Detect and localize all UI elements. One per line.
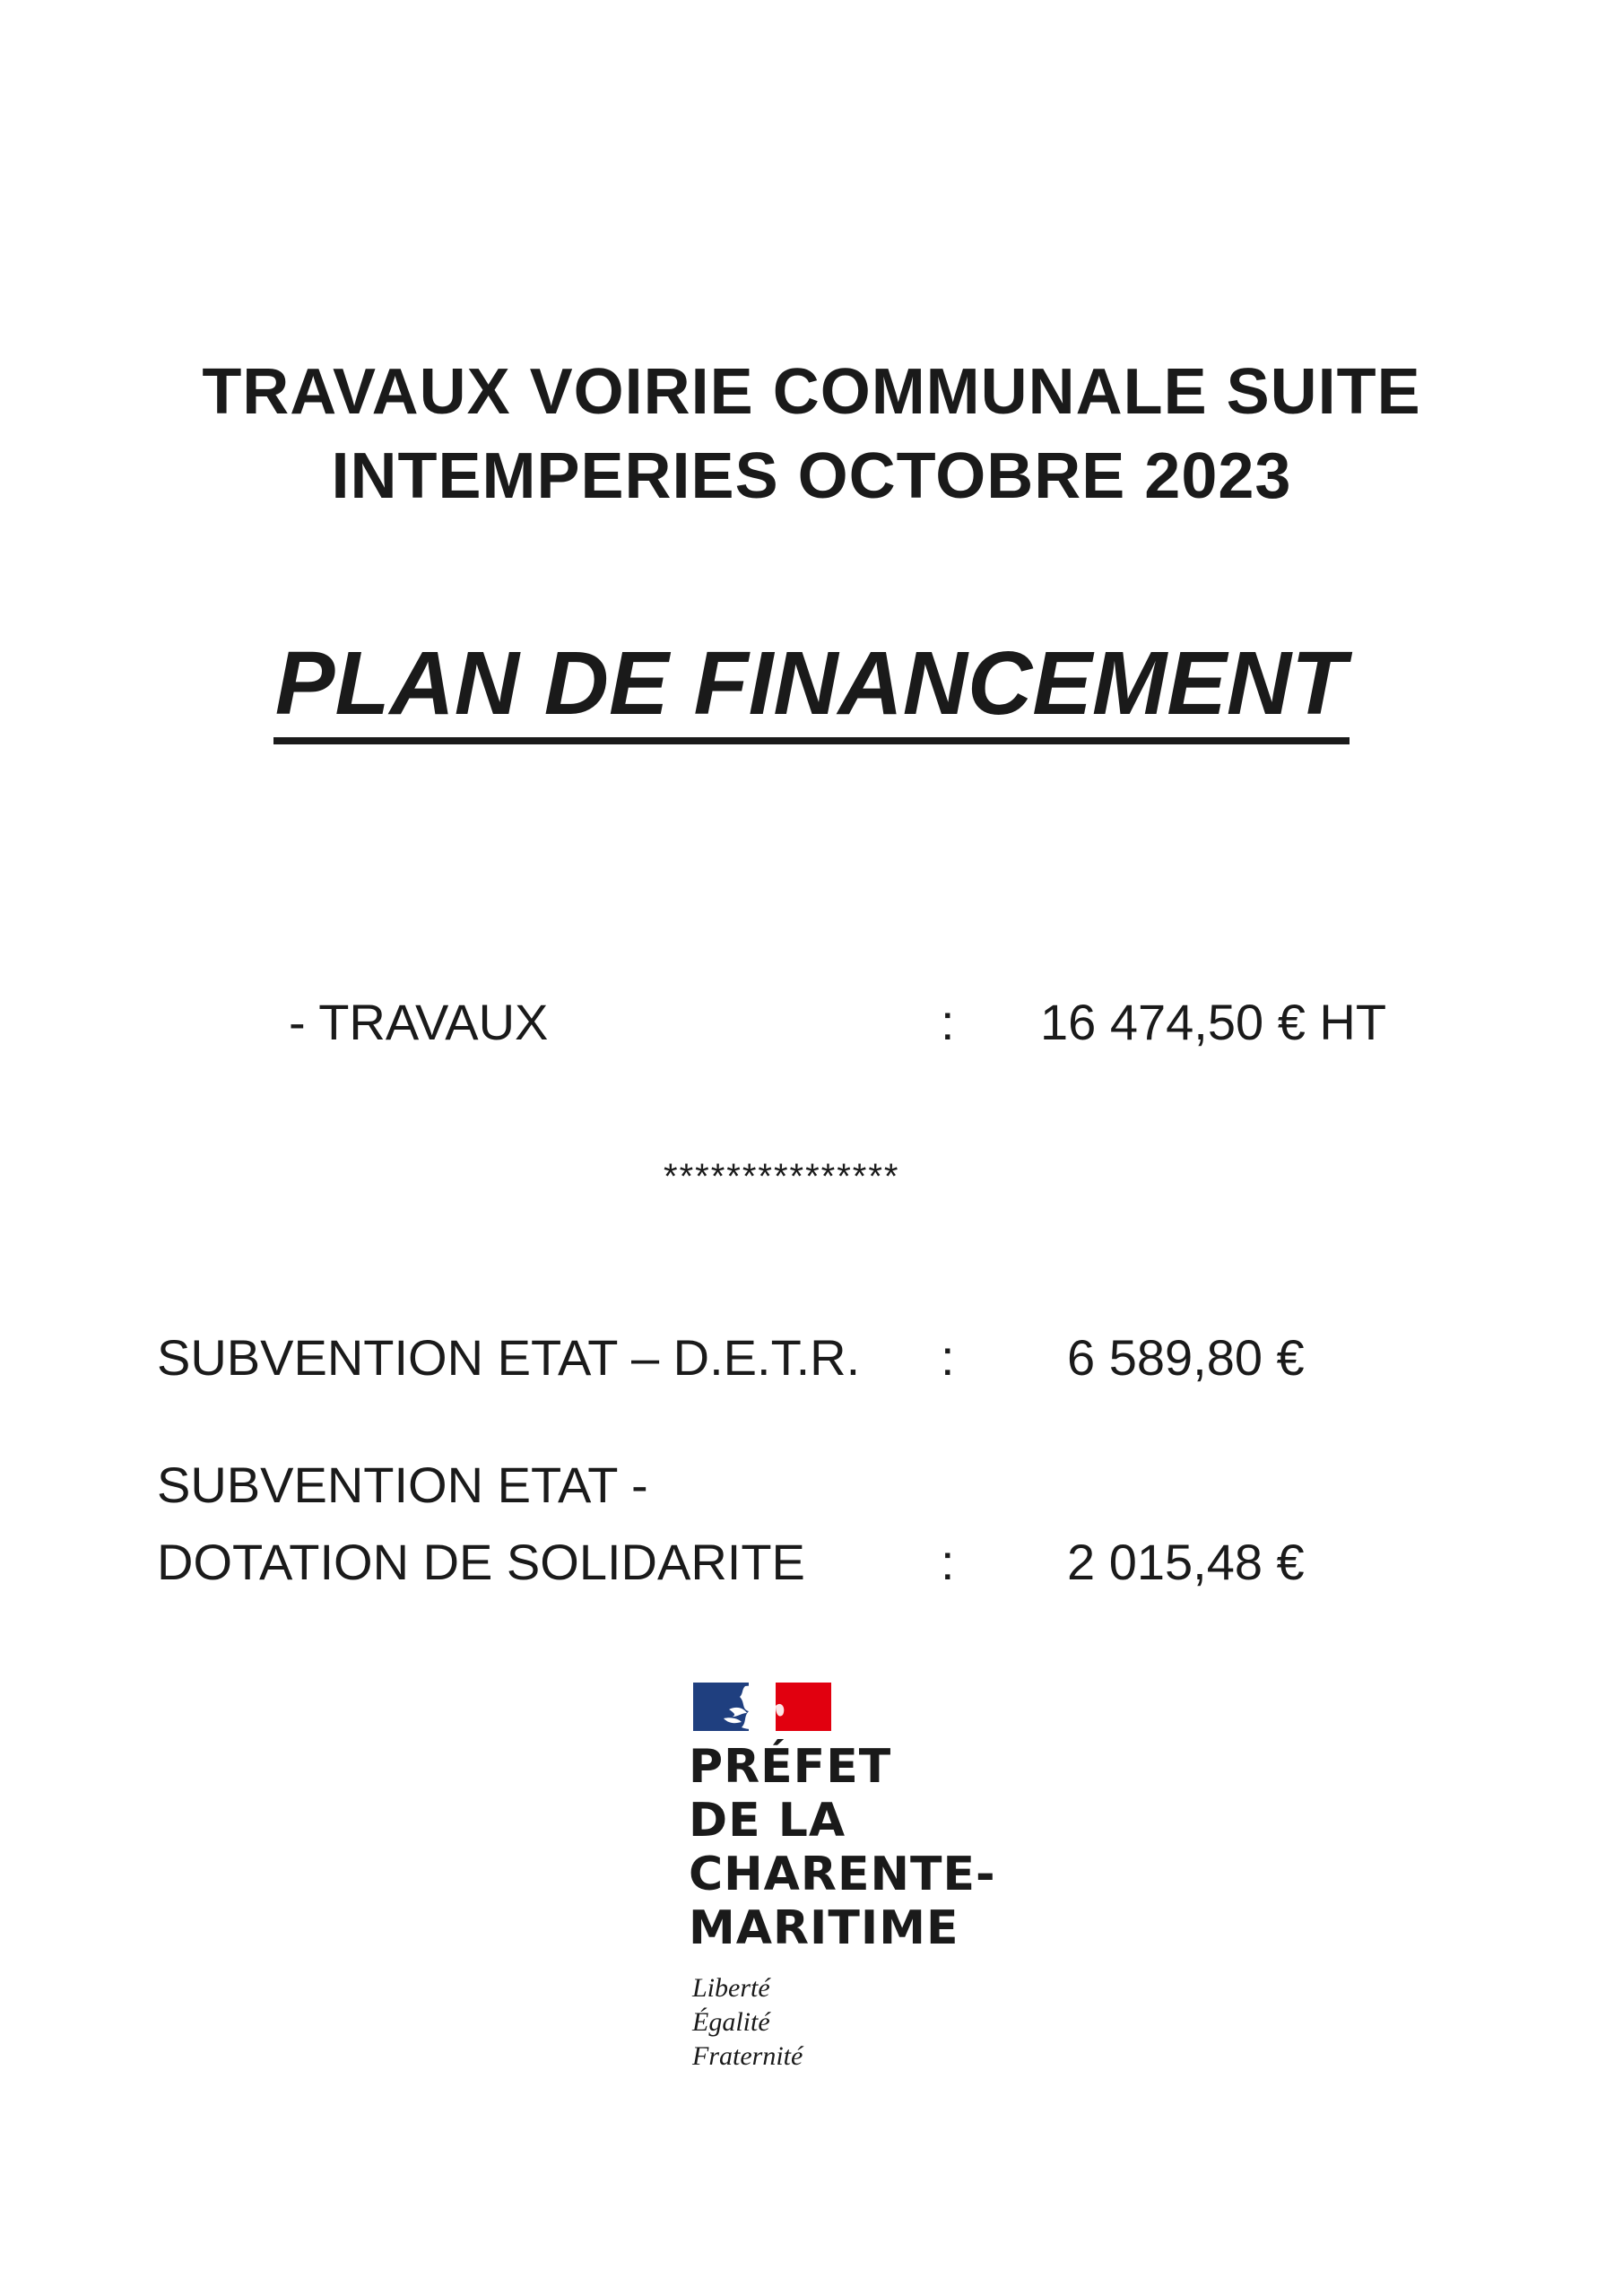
detr-value: 6 589,80 € — [1067, 1329, 1305, 1386]
solidarite-label-line-1: SUBVENTION ETAT - — [157, 1457, 648, 1513]
prefecture-name-line: PRÉFET — [689, 1740, 892, 1794]
solidarite-colon: : — [941, 1534, 955, 1590]
solidarite-label-line-2: DOTATION DE SOLIDARITE — [157, 1534, 805, 1590]
prefecture-name — [689, 1740, 996, 1955]
title-line-2: INTEMPERIES OCTOBRE 2023 — [331, 440, 1292, 512]
prefecture-name-line: DE LA — [689, 1794, 846, 1848]
solidarite-value: 2 015,48 € — [1067, 1534, 1305, 1590]
title-line-1: TRAVAUX VOIRIE COMMUNALE SUITE — [202, 356, 1421, 428]
travaux-value: 16 474,50 € HT — [1040, 994, 1387, 1050]
motto-liberte: Liberté — [692, 1973, 770, 2003]
plan-heading-text: PLAN DE FINANCEMENT — [273, 630, 1350, 744]
marianne-flag-icon — [693, 1683, 831, 1731]
travaux-colon: : — [941, 994, 955, 1050]
plan-heading — [0, 630, 1623, 744]
republic-motto — [692, 1971, 803, 2074]
detr-colon: : — [941, 1329, 955, 1386]
prefecture-name-line: CHARENTE- — [689, 1848, 996, 1901]
motto-fraternite: Fraternité — [692, 2041, 803, 2071]
separator-stars: *************** — [664, 1157, 900, 1196]
detr-label: SUBVENTION ETAT – D.E.T.R. — [157, 1329, 861, 1386]
motto-egalite: Égalité — [692, 2007, 770, 2037]
prefecture-name-line: MARITIME — [689, 1901, 959, 1955]
travaux-label: - TRAVAUX — [289, 994, 549, 1050]
